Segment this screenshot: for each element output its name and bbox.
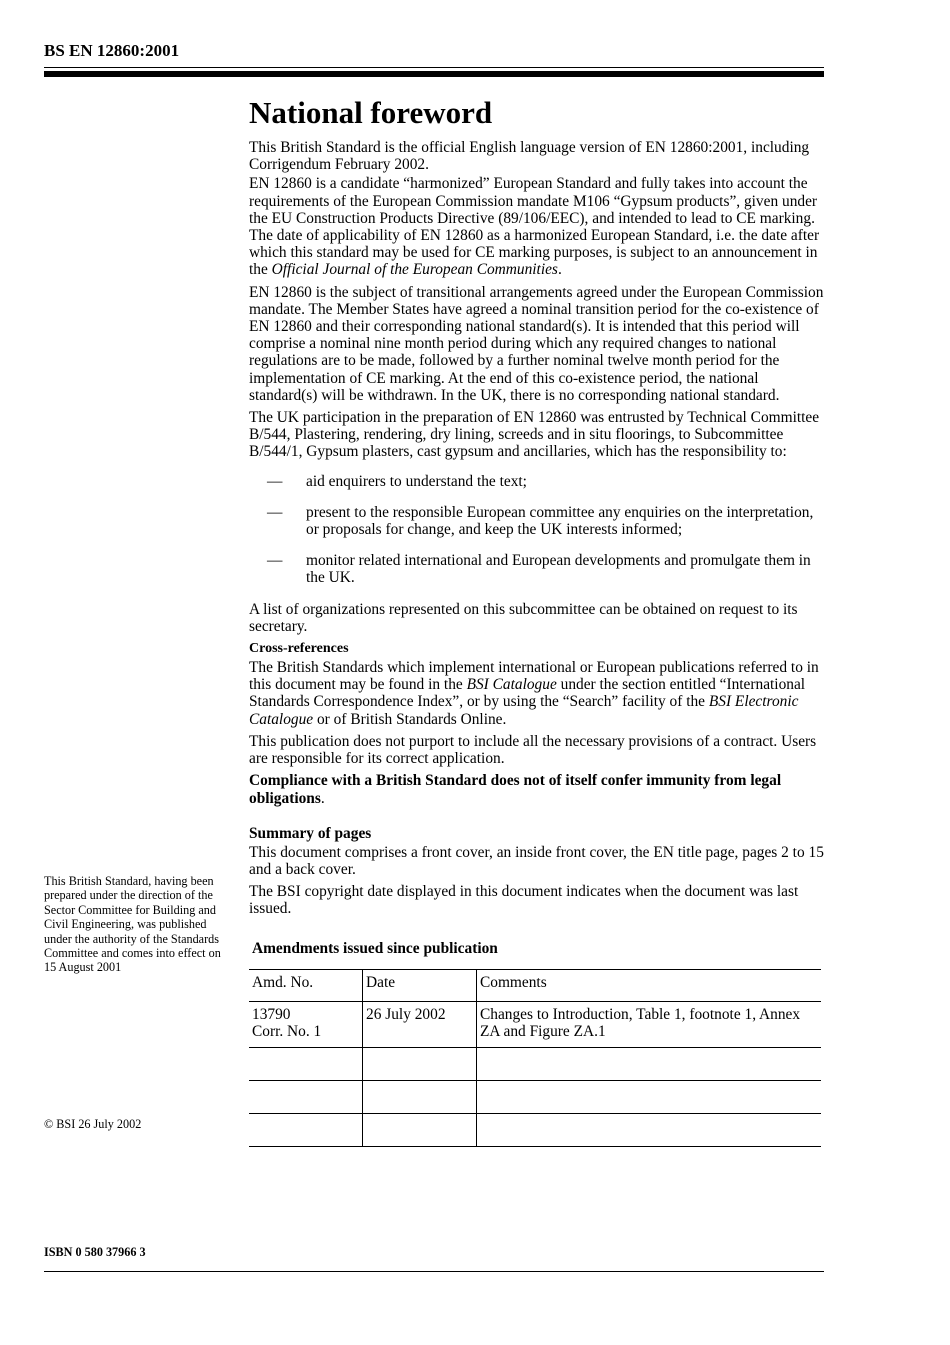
foreword-paragraph-3: EN 12860 is the subject of transitional arrangements agreed under the European Commission mandate. The Member States have agreed a nominal transition period for the co-existence of EN 12860 and their corresponding national standard(s). It is intended that this period will comprise a nominal nine month period during which any required changes to national regulations are to be made, followed by a further nominal twelve month period for the implementation of CE marking. At the end of this co-existence period, the national standard(s) will be withdrawn. In the UK, there is no corresponding national standard.: [249, 283, 824, 404]
compliance-text: Compliance with a British Standard does not of itself confer immunity from legal obligations: [249, 772, 782, 807]
responsibility-list: [249, 473, 824, 587]
xref-text-3: or of British Standards Online.: [313, 710, 507, 728]
amd-number: 13790: [252, 1005, 291, 1023]
summary-paragraph: This document comprises a front cover, an inside front cover, the EN title page, pages 2 to 15 and a back cover.: [249, 843, 824, 878]
column-header-comments: Comments: [477, 969, 822, 1001]
bsi-electronic-catalogue-title: BSI Electronic Catalogue: [249, 693, 799, 728]
dash-mark: —: [267, 503, 283, 521]
table-row: [249, 1001, 821, 1047]
main-content: [249, 95, 824, 1147]
foreword-paragraph-1: This British Standard is the official English language version of EN 12860:2001, including Corrigendum February 2002.: [249, 139, 810, 174]
comments-cell: Changes to Introduction, Table 1, footnote 1, Annex ZA and Figure ZA.1: [477, 1001, 822, 1047]
table-row-empty: [249, 1048, 821, 1081]
foreword-paragraph-5: A list of organizations represented on this subcommittee can be obtained on request to its secretary.: [249, 600, 798, 635]
xref-text-2: under the section entitled “International Standards Correspondence Index”, or by using the “Search” facility of the: [249, 676, 806, 711]
foreword-paragraph-4: The UK participation in the preparation of EN 12860 was entrusted by Technical Committee B/544, Plastering, rendering, dry lining, screeds and in situ floorings, to Subcommittee B/544/1, Gypsum plasters, cast gypsum and ancillaries, which has the responsibility to:: [249, 409, 820, 461]
p2-journal-title: Official Journal of the European Communities: [271, 261, 558, 279]
foreword-paragraph-2: [249, 175, 824, 278]
copyright-notice: © BSI 26 July 2002: [44, 1117, 142, 1131]
list-item-text: monitor related international and European developments and promulgate them in the UK.: [306, 552, 811, 587]
amendments-title: Amendments issued since publication: [252, 939, 498, 957]
p2-text-start: EN 12860 is a candidate “harmonized” European Standard and fully takes into account the requirements of the European Commission mandate M106 “Gypsum products”, given under the EU Construction Products Directive (89/106/EEC), and intended to lead to CE marking. The date of applicability of EN 12860 as a harmonized European Standard, i.e. the date after which this standard may be used for CE marking purposes, is subject to an announcement in the: [249, 175, 820, 279]
amd-no-cell: [249, 1001, 363, 1047]
corrigendum-number: Corr. No. 1: [252, 1022, 322, 1040]
p2-text-end: .: [557, 261, 562, 279]
xref-text-1: The British Standards which implement international or European publications referred to in this document may be found in the: [249, 659, 819, 694]
publication-note: This British Standard, having been prepared under the direction of the Sector Committee for Building and Civil Engineering, was published under the authority of the Standards Committee and comes into effect on 15 August 2001: [44, 874, 221, 975]
table-header-row: [249, 969, 821, 1001]
cross-references-paragraph: [249, 659, 824, 728]
header-rule-thick: [44, 71, 824, 77]
list-item: [249, 473, 824, 490]
date-cell: 26 July 2002: [363, 1001, 477, 1047]
amendments-table: [249, 969, 821, 1147]
column-header-amd-no: Amd. No.: [249, 969, 363, 1001]
list-item: [249, 504, 824, 538]
page-title: National foreword: [249, 95, 493, 130]
dash-mark: —: [267, 552, 283, 570]
foreword-paragraph-7: This publication does not purport to include all the necessary provisions of a contract. Users are responsible for its correct application.: [249, 732, 817, 768]
list-item: [249, 552, 824, 586]
header-rule-thin: [44, 67, 824, 68]
list-item-text: aid enquirers to understand the text;: [306, 472, 527, 490]
document-code: BS EN 12860:2001: [44, 41, 180, 60]
compliance-statement: [249, 772, 824, 806]
dash-mark: —: [267, 472, 283, 490]
table-row-empty: [249, 1081, 821, 1114]
table-row-empty: [249, 1114, 821, 1147]
cross-references-heading: Cross-references: [249, 641, 349, 657]
column-header-date: Date: [363, 969, 477, 1001]
bsi-catalogue-title: BSI Catalogue: [466, 676, 557, 694]
list-item-text: present to the responsible European committee any enquiries on the interpretation, or proposals for change, and keep the UK interests informed;: [306, 503, 814, 539]
footer-rule: [44, 1271, 824, 1272]
summary-of-pages-heading: Summary of pages: [249, 824, 372, 842]
compliance-period: .: [320, 789, 325, 807]
isbn: ISBN 0 580 37966 3: [44, 1245, 146, 1259]
copyright-date-paragraph: The BSI copyright date displayed in this document indicates when the document was last issued.: [249, 883, 799, 918]
